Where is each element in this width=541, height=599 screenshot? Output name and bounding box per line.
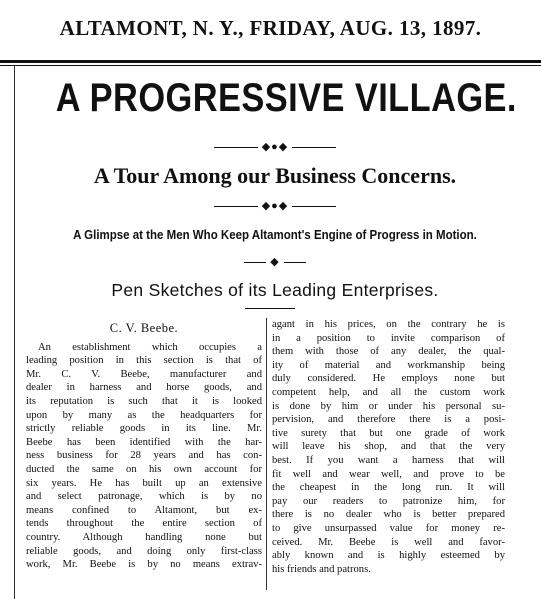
- text-line: Beebe has been identified with the har-: [26, 436, 262, 448]
- deck-tour: A Tour Among our Business Concerns.: [93, 163, 457, 188]
- article-column-2: [272, 318, 505, 576]
- ornament-divider-1: ◆●◆: [20, 141, 530, 153]
- deck-pen-sketches: Pen Sketches of its Leading Enterprises.: [111, 280, 439, 300]
- text-line: ably known and is highly esteemed by: [272, 550, 505, 562]
- text-line: tive surety that but one grade of work: [272, 427, 505, 439]
- text-line: them with those of any dealer, the qual-: [272, 346, 505, 358]
- text-line: is done by him or under his personal su-: [272, 400, 505, 412]
- text-line: there is no dealer who is better prepared: [272, 509, 505, 521]
- text-line: means confined to Altamont, but ex-: [26, 504, 262, 516]
- deck-rule: [245, 308, 295, 309]
- text-line: pervision, and therefore there is a posi-: [272, 414, 505, 426]
- text-line: fit well and wear well, and prove to be: [272, 468, 505, 480]
- text-line: pay our readers to patronize him, for: [272, 495, 505, 507]
- column-rule-left: [14, 66, 15, 599]
- text-line: ducted the same on his own account for: [26, 463, 262, 475]
- headline: A PROGRESSIVE VILLAGE.: [55, 76, 517, 120]
- dateline: ALTAMONT, N. Y., FRIDAY, AUG. 13, 1897.: [59, 16, 482, 40]
- text-line: ness business for 28 years and has con-: [26, 450, 262, 462]
- masthead-rule-thick: [0, 60, 541, 63]
- text-line: ceived. Mr. Beebe is well and favor-: [272, 536, 505, 548]
- text-line: strictly reliable goods in its line. Mr.: [26, 423, 262, 435]
- masthead-rule-thin: [0, 65, 541, 66]
- text-line: the cheapest in the long run. It will: [272, 482, 505, 494]
- text-line: tends throughout the entire section of: [26, 518, 262, 530]
- text-line: its reputation is such that it is looked: [26, 395, 262, 407]
- deck-glimpse: A Glimpse at the Men Who Keep Altamont's Engine of Progress in Motion.: [73, 228, 477, 242]
- ornament-divider-3: ◆: [20, 256, 530, 268]
- business-subhead: C. V. Beebe.: [109, 321, 179, 335]
- text-line: to give unsurpassed value for money re-: [272, 522, 505, 534]
- text-line: best. If you want a harness that will: [272, 454, 505, 466]
- text-line: leading position in this section is that of: [26, 355, 262, 367]
- column-divider: [266, 318, 267, 590]
- text-line: Mr. C. V. Beebe, manufacturer and: [26, 368, 262, 380]
- text-line: duly considered. He employs none but: [272, 373, 505, 385]
- text-line: upon by many as the headquarters for: [26, 409, 262, 421]
- text-line: agant in his prices, on the contrary he is: [272, 319, 505, 330]
- text-line: competent help, and all the custom work: [272, 386, 505, 398]
- text-line: reliable goods, and doing only first-class: [26, 545, 262, 557]
- text-line: An establishment which occupies a: [38, 341, 262, 353]
- masthead: [0, 0, 541, 62]
- ornament-divider-2: ◆●◆: [20, 200, 530, 212]
- column-1-body: [26, 341, 262, 572]
- text-line: his friends and patrons.: [272, 563, 371, 575]
- article-column-1: [26, 318, 262, 572]
- text-line: dealer in harness and horse goods, and: [26, 382, 262, 394]
- text-line: work, Mr. Beebe is by no means extrav-: [26, 559, 262, 571]
- text-line: in a position to invite comparison of: [272, 332, 505, 344]
- text-line: will leave his shop, and that the very: [272, 441, 505, 453]
- column-2-body: [272, 318, 505, 576]
- text-line: country. Although handling none but: [26, 531, 262, 543]
- text-line: six years. He has built up an extensive: [26, 477, 262, 489]
- text-line: and select patronage, which is by no: [26, 491, 262, 503]
- text-line: ity of material and workmanship being: [272, 359, 505, 371]
